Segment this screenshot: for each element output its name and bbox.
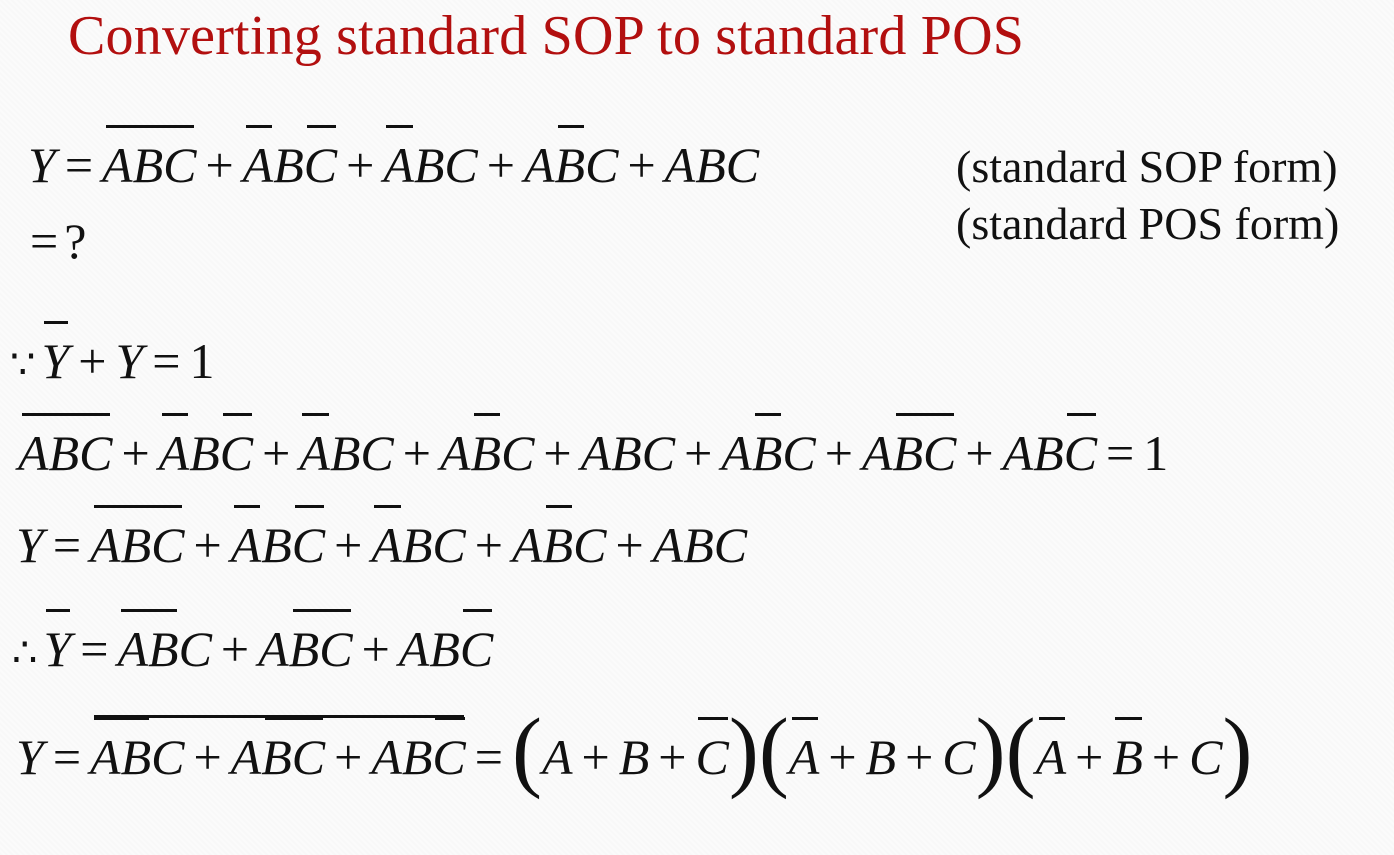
term: ABC [383, 137, 478, 193]
therefore-symbol: ∴ [12, 630, 38, 675]
term: ABC [523, 137, 619, 193]
equals: = [64, 137, 94, 193]
complement-bar: ABC + ABC + ABC [90, 726, 466, 786]
equation-y-sop: Y = ABC + ABC + ABC + ABC + ABC [16, 517, 748, 573]
equation-therefore: ∴ Y = ABC + ABC + ABC [12, 621, 494, 677]
equation-sop: Y = ABC + ABC + ABC + ABC + ABC [28, 137, 760, 193]
note-pos-form: (standard POS form) [956, 198, 1340, 249]
term-abc-all-bar: ABC [102, 137, 197, 193]
because-symbol: ∵ [10, 342, 36, 387]
equation-all-minterms: ABC + ABC + ABC + ABC + ABC + ABC + ABC + ABC = 1 [18, 425, 1169, 481]
slide-title: Converting standard SOP to standard POS [68, 5, 1025, 67]
equation-because: ∵ Y + Y = 1 [10, 333, 215, 389]
var-y: Y [28, 137, 56, 193]
equation-question: = ? [30, 213, 87, 269]
term: ABC [242, 137, 338, 193]
equation-pos-result: Y = ABC + ABC + ABC = (A + B + C)(A + B + C)(A + B + C) [16, 701, 1253, 800]
note-sop-form: (standard SOP form) [956, 141, 1338, 192]
term: ABC [664, 137, 760, 193]
